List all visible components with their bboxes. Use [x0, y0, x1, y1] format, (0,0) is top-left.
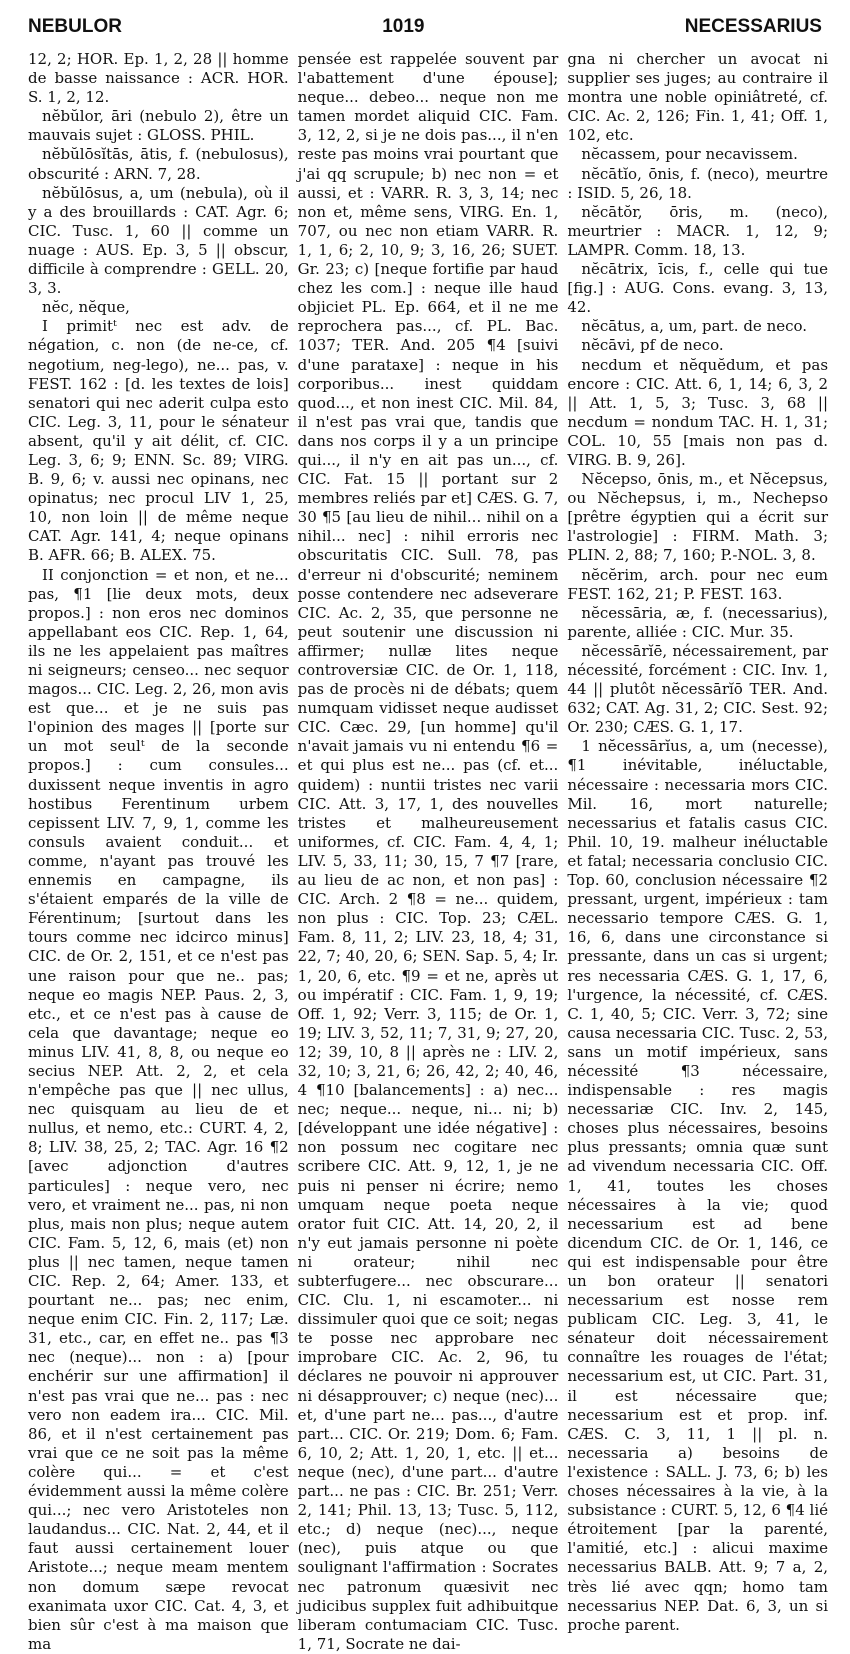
entry-necepso: Nĕcepso, ōnis, m., et Nĕcepsus, ou Nĕchepsus, i, m., Nechepso [prêtre égyptien qui a écrit sur l'astrologie] : FIRM. Math. 3; PLIN. 2, 88; 7, 160; P.-NOL. 3, 8.: [567, 470, 829, 565]
entry-necatio: nĕcātĭo, ōnis, f. (neco), meurtre : ISID. 5, 26, 18.: [567, 164, 829, 202]
entry-nec-neque: nĕc, nĕque,: [42, 298, 130, 317]
paragraph: gna ni chercher un avocat ni supplier ses juges; au contraire il montra une noble opiniâtreté, cf. CIC. Ac. 2, 126; Fin. 1, 41; Off. 1, 102, etc.: [567, 50, 829, 145]
column-left: [28, 50, 289, 1653]
header-last-word: NECESSARIUS: [684, 16, 822, 37]
header-first-word: NEBULOR: [28, 16, 122, 37]
entry-necessaria: nĕcessāria, æ, f. (necessarius), parente, alliée : CIC. Mur. 35.: [567, 603, 829, 641]
nec-section-I: I primitᵗ nec est adv. de négation, c. non (de ne-ce, cf. negotium, neg-lego), ne... pas, v. FEST. 162 : [d. les textes de lois] senatori qui nec aderit culpa esto CIC. Leg. 3, 11, pour le sénateur absent, qu'il y ait délit, cf. CIC. Leg. 3, 6; 9; ENN. Sc. 89; VIRG. B. 9, 6; v. aussi nec opinans, nec opinatus; nec procul LIV 1, 25, 10, non loin || de même neque CAT. Agr. 141, 4; neque opinans B. AFR. 66; B. ALEX. 75.: [28, 317, 289, 565]
column-right: [567, 50, 829, 1634]
entry-necavi: nĕcāvi, pf de neco.: [581, 336, 724, 355]
paragraph: pensée est rappelée souvent par l'abattement d'une épouse]; neque... debeo... neque non me tamen mordet aliquid CIC. Fam. 3, 12, 2, si je ne dois pas..., il n'en reste pas moins vrai pourtant que j'ai qq scrupule; b) nec non = et aussi, et : VARR. R. 3, 3, 14; nec non et, même sens, VIRG. En. 1, 707, ou nec non etiam VARR. R. 1, 1, 6; 2, 10, 9; 3, 16, 26; SUET. Gr. 23; c) [neque fortifie par haud chez les com.] : neque ille haud objiciet PL. Ep. 664, et il ne me reprochera pas..., cf. PL. Bac. 1037; TER. And. 205 ¶4 [suivi d'une parataxe] : neque in his corporibus... inest quiddam quod..., et non inest CIC. Mil. 84, il n'est pas vrai que, tandis que dans nos corps il y a un principe qui..., il n'y en ait pas un..., cf. CIC. Fat. 15 || portant sur 2 membres reliés par et] CÆS. G. 7, 30 ¶5 [au lieu de nihil... nihil on a nihil... nec] : nihil erroris nec obscuritatis CIC. Sull. 78, pas d'erreur ni d'obscurité; neminem posse contendere nec adseverare CIC. Ac. 2, 35, que personne ne peut soutenir une discussion ni affirmer; nullæ lites neque controversiæ CIC. de Or. 1, 118, pas de procès ni de débats; quem numquam vidisset neque audisset CIC. Cæc. 29, [un homme] qu'il n'avait jamais vu ni entendu ¶6 = et qui plus est ne... pas (cf. et... quidem) : nuntii tristes nec varii CIC. Att. 3, 17, 1, des nouvelles tristes et malheureusement uniformes, cf. CIC. Fam. 4, 4, 1; LIV. 5, 33, 11; 30, 15, 7 ¶7 [rare, au lieu de ac non, et non pas] : CIC. Arch. 2 ¶8 = ne... quidem, non plus : CIC. Top. 23; CÆL. Fam. 8, 11, 2; LIV. 23, 18, 4; 31, 22, 7; 40, 20, 6; SEN. Sap. 5, 4; Ir. 1, 20, 6, etc. ¶9 = et ne, après ut ou impératif : CIC. Fam. 1, 9, 19; Off. 1, 92; Verr. 3, 115; de Or. 1, 19; LIV. 3, 52, 11; 7, 31, 9; 27, 20, 12; 39, 10, 8 || après ne : LIV. 2, 32, 10; 3, 21, 6; 26, 42, 2; 40, 46, 4 ¶10 [balancements] : a) nec... nec; neque... neque, ni... ni; b) [développant une idée négative] : non possum nec cogitare nec scribere CIC. Att. 9, 12, 1, je ne puis ni penser ni écrire; nemo umquam neque poeta neque orator fuit CIC. Att. 14, 20, 2, il n'y eut jamais personne ni poète ni orateur; nihil nec subterfugere... nec obscurare... CIC. Clu. 1, ni escamoter... ni dissimuler quoi que ce soit; negas te posse nec approbare nec improbare CIC. Ac. 2, 96, tu déclares ne pouvoir ni approuver ni désapprouver; c) neque (nec)... et, d'une part ne... pas..., d'autre part... CIC. Or. 219; Dom. 6; Fam. 6, 10, 2; Att. 1, 20, 1, etc. || et... neque (nec), d'une part... d'autre part... ne pas : CIC. Br. 251; Verr. 2, 141; Phil. 13, 13; Tusc. 5, 112, etc.; d) neque (nec)..., neque (nec), puis atque ou que soulignant l'affirmation : Socrates nec patronum quæsivit nec judicibus supplex fuit adhibuitque liberam contumaciam CIC. Tusc. 1, 71, Socrate ne dai-: [297, 50, 559, 1653]
entry-nebulor: nĕbŭlor, āri (nebulo 2), être un mauvais sujet : GLOSS. PHIL.: [28, 107, 289, 145]
nec-section-II: II conjonction = et non, et ne... pas, ¶1 [lie deux mots, deux propos.] : non eros nec dominos appellabant eos CIC. Rep. 1, 64, ils ne les appelaient pas maîtres ni seigneurs; censeo... nec sequor magos... CIC. Leg. 2, 26, mon avis est que... et je ne suis pas l'opinion des mages || [porte sur un mot seulᵗ de la seconde propos.] : cum consules... duxissent neque inventis in agro hostibus Ferentinum urbem cepissent LIV. 7, 9, 1, comme les consuls avaient conduit... et comme, n'ayant pas trouvé les ennemis en campagne, ils s'étaient emparés de la ville de Férentinum; [surtout dans les tours comme nec idcirco minus] CIC. de Or. 2, 151, et ce n'est pas une raison pour que ne.. pas; neque eo magis NEP. Paus. 2, 3, etc., et ce n'est pas à cause de cela que davantage; neque eo minus LIV. 41, 8, 8, ou neque eo secius NEP. Att. 2, 2, et cela n'empêche pas que || nec ullus, nec quisquam au lieu de et nullus, et nemo, etc.: CURT. 4, 2, 8; LIV. 38, 25, 2; TAC. Agr. 16 ¶2 [avec adjonction d'autres particules] : neque vero, nec vero, et vraiment ne... pas, ni non plus, mais non plus; neque autem CIC. Fam. 5, 12, 6, mais (et) non plus || nec tamen, neque tamen CIC. Rep. 2, 64; Amer. 133, et pourtant ne... pas; nec enim, neque enim CIC. Fin. 2, 117; Læ. 31, etc., car, en effet ne.. pas ¶3 nec (neque)... non : a) [pour enchérir sur une affirmation] il n'est pas vrai que ne... pas : nec vero non eadem ira... CIC. Mil. 86, et il n'est certainement pas vrai que ce ne soit pas la même colère qui... = et c'est évidemment aussi la même colère qui...; nec vero Aristoteles non laudandus... CIC. Nat. 2, 44, et il faut aussi certainement louer Aristote...; neque meam mentem non domum sæpe revocat exanimata uxor CIC. Cat. 4, 3, et bien sûr c'est à ma maison que ma: [28, 565, 289, 1653]
entry-necessarie: nĕcessārĭē, nécessairement, par nécessité, forcément : CIC. Inv. 1, 44 || plutôt nĕcessārĭō TER. And. 632; CAT. Ag. 31, 2; CIC. Sest. 92; Or. 230; CÆS. G. 1, 17.: [567, 641, 829, 737]
entry-necatus: nĕcātus, a, um, part. de neco.: [581, 317, 808, 336]
entry-necator: nĕcātŏr, ōris, m. (neco), meurtrier : MACR. 1, 12, 9; LAMPR. Comm. 18, 13.: [567, 202, 829, 259]
text-columns: [28, 50, 829, 1653]
running-header: [28, 10, 822, 44]
column-middle: [297, 50, 559, 1653]
entry-necassem: nĕcassem, pour necavissem.: [581, 145, 798, 164]
entry-necatrix: nĕcātrix, īcis, f., celle qui tue [fig.] : AUG. Cons. evang. 3, 13, 42.: [567, 260, 829, 317]
entry-necessarius: 1 nĕcessārĭus, a, um (necesse), ¶1 inévitable, inéluctable, nécessaire : necessaria mors CIC. Mil. 16, mort naturelle; necessarius et fatalis casus CIC. Phil. 10, 19. malheur inéluctable et fatal; necessaria conclusio CIC. Top. 60, conclusion nécessaire ¶2 pressant, urgent, impérieux : tam necessario tempore CÆS. G. 1, 16, 6, dans une circonstance si pressante, dans un cas si urgent; res necessaria CÆS. G. 1, 17, 6, l'urgence, la nécessité, cf. CÆS. C. 1, 40, 5; CIC. Verr. 3, 72; sine causa necessaria CIC. Tusc. 2, 53, sans un motif impérieux, sans nécessité ¶3 nécessaire, indispensable : res magis necessariæ CIC. Inv. 2, 145, choses plus nécessaires, besoins plus pressants; omnia quæ sunt ad vivendum necessaria CIC. Off. 1, 41, toutes les choses nécessaires à la vie; quod necessarium est ad bene dicendum CIC. de Or. 1, 146, ce qui est indispensable pour être un bon orateur || senatori necessarium est nosse rem publicam CIC. Leg. 3, 41, le sénateur doit nécessairement connaître les rouages de l'état; necessarium est, ut CIC. Part. 31, il est nécessaire que; necessarium est et prop. inf. CÆS. C. 3, 11, 1 || pl. n. necessaria a) besoins de l'existence : SALL. J. 73, 6; b) les choses nécessaires à la vie, à la subsistance : CURT. 5, 12, 6 ¶4 lié étroitement [par la parenté, l'amitié, etc.] : alicui maxime necessarius BALB. Att. 9; 7 a, 2, très lié avec qqn; homo tam necessarius NEP. Dat. 6, 3, un si proche parent.: [567, 737, 829, 1634]
paragraph: 12, 2; HOR. Ep. 1, 2, 28 || homme de basse naissance : ACR. HOR. S. 1, 2, 12.: [28, 50, 289, 107]
entry-nebulosus: nĕbŭlōsus, a, um (nebula), où il y a des brouillards : CAT. Agr. 6; CIC. Tusc. 1, 60 || comme un nuage : AUS. Ep. 3, 5 || obscur, difficile à comprendre : GELL. 20, 3, 3.: [28, 183, 289, 298]
page-number: 1019: [382, 16, 425, 37]
entry-necerim: nĕcĕrim, arch. pour nec eum FEST. 162, 21; P. FEST. 163.: [567, 565, 829, 603]
entry-nebulositas: nĕbŭlōsĭtās, ātis, f. (nebulosus), obscurité : ARN. 7, 28.: [28, 145, 289, 183]
entry-necdum: necdum et nĕquĕdum, et pas encore : CIC. Att. 6, 1, 14; 6, 3, 2 || Att. 1, 5, 3; Tusc. 3, 68 || necdum = nondum TAC. H. 1, 31; COL. 10, 55 [mais non pas d. VIRG. B. 9, 26].: [567, 355, 829, 469]
